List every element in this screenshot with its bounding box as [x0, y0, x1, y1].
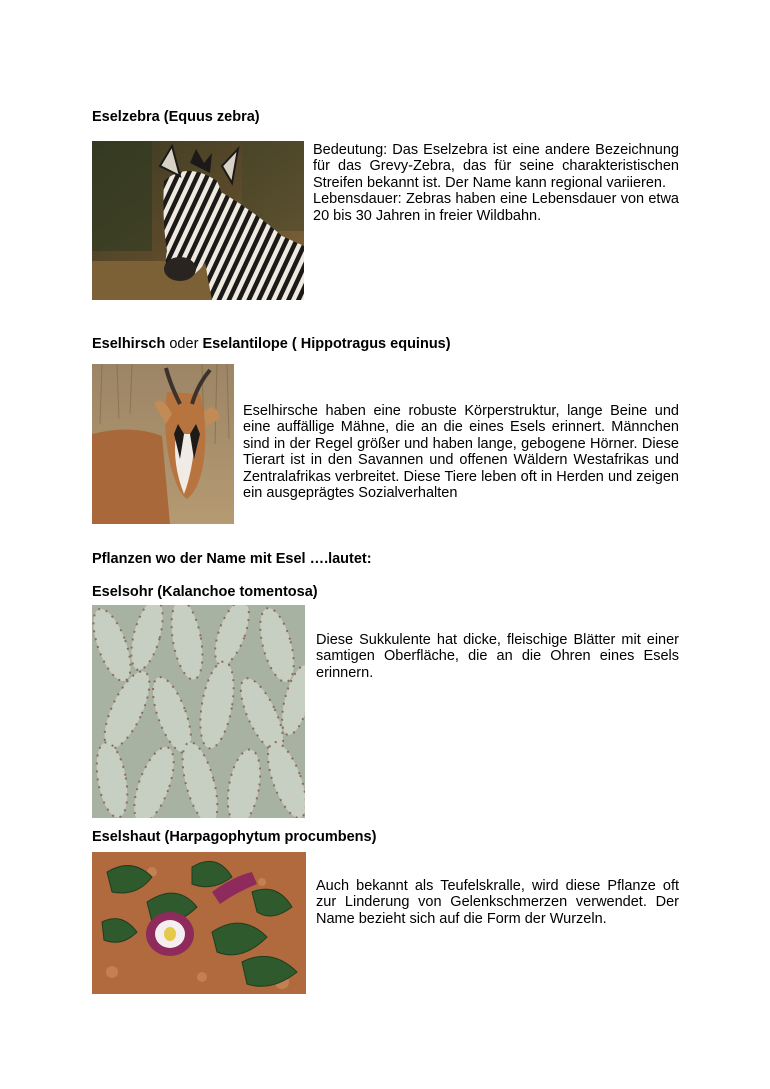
eselshaut-description: Auch bekannt als Teufelskralle, wird diese Pflanze oft zur Linderung von Gelenkschmerzen verwendet. Der Name bezieht sich auf die Form der Wurzeln. — [316, 878, 679, 927]
devils-claw-photo — [92, 852, 306, 994]
eselzebra-lifespan: Lebensdauer: Zebras haben eine Lebensdauer von etwa 20 bis 30 Jahren in freier Wildbahn. — [313, 191, 679, 224]
heading-pflanzen: Pflanzen wo der Name mit Esel ….lautet: — [92, 551, 372, 567]
heading-eselhirsch-connector: oder — [165, 336, 203, 352]
antelope-photo — [92, 364, 234, 524]
heading-eselhirsch-alt: Eselantilope ( Hippotragus equinus) — [202, 336, 451, 352]
heading-eselsohr: Eselsohr (Kalanchoe tomentosa) — [92, 584, 318, 600]
heading-eselhirsch-name: Eselhirsch — [92, 336, 166, 352]
eselhirsch-description: Eselhirsche haben eine robuste Körperstruktur, lange Beine und eine auffällige Mähne, die an die eines Esels erinnert. Männchen sind in der Regel größer und haben lange, gebogene Hörner. Diese Tierart ist in den Savannen und offenen Wäldern Westafrikas und Zentralafrikas verbreitet. Diese Tiere leben oft in Herden und zeigen ein ausgeprägtes Sozialverhalten — [243, 403, 679, 502]
succulent-photo — [92, 605, 305, 818]
zebra-photo — [92, 141, 304, 300]
eselzebra-meaning: Bedeutung: Das Eselzebra ist eine andere Bezeichnung für das Grevy-Zebra, das für seine charakteristischen Streifen bekannt ist. Der Name kann regional variieren. — [313, 142, 679, 191]
eselzebra-description — [313, 142, 679, 224]
heading-eselhirsch — [92, 335, 451, 353]
heading-eselzebra: Eselzebra (Equus zebra) — [92, 109, 260, 125]
heading-eselshaut: Eselshaut (Harpagophytum procumbens) — [92, 829, 377, 845]
eselsohr-description: Diese Sukkulente hat dicke, fleischige Blätter mit einer samtigen Oberfläche, die an die Ohren eines Esels erinnern. — [316, 632, 679, 681]
